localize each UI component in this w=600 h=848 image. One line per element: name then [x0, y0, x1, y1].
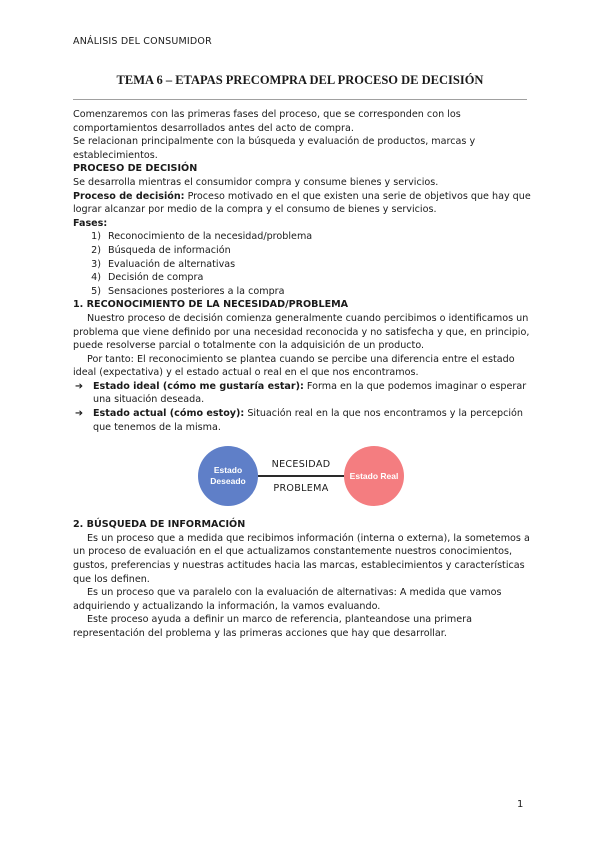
arrow-icon: ➔ [75, 380, 84, 392]
document-body [73, 108, 533, 641]
list-number: 4) [91, 272, 101, 284]
estado-ideal-text: Forma en la que podemos imaginar o esperar una situación deseada. [93, 380, 527, 406]
list-text: Búsqueda de información [108, 244, 231, 256]
page-number: 1 [517, 799, 524, 810]
section1-heading: 1. RECONOCIMIENTO DE LA NECESIDAD/PROBLEMA [73, 299, 349, 311]
estado-real-circle: Estado Real [344, 446, 404, 506]
section2-heading: 2. BÚSQUEDA DE INFORMACIÓN [73, 519, 246, 531]
proceso-line: Se desarrolla mientras el consumidor compra y consume bienes y servicios. [73, 176, 439, 188]
list-text: Decisión de compra [108, 272, 204, 284]
running-header: ANÁLISIS DEL CONSUMIDOR [73, 36, 212, 47]
list-number: 3) [91, 258, 101, 270]
arrow-icon: ➔ [75, 408, 84, 420]
list-text: Reconocimiento de la necesidad/problema [108, 231, 313, 243]
proceso-heading: PROCESO DE DECISIÓN [73, 163, 198, 175]
fases-list [73, 230, 533, 298]
list-number: 2) [91, 244, 101, 256]
list-item [73, 285, 533, 299]
necesidad-label: NECESIDAD [271, 459, 331, 471]
connector-line [258, 475, 344, 477]
list-number: 5) [91, 285, 101, 297]
estado-actual-text: Situación real en la que nos encontramos y la percepción que tenemos de la misma. [93, 408, 523, 433]
intro-paragraph-2: Se relacionan principalmente con la búsqueda y evaluación de productos, marcas y establecimientos. [73, 136, 476, 161]
list-item [73, 271, 533, 285]
need-diagram [73, 438, 533, 514]
list-number: 1) [91, 231, 101, 243]
proceso-definition [73, 190, 533, 217]
section2-paragraph-3: Este proceso ayuda a definir un marco de referencia, planteandose una primera representación del problema y las primeras acciones que hay que desarrollar. [73, 614, 472, 639]
estado-actual-label: Estado actual (cómo estoy): [93, 408, 245, 420]
estado-ideal-item [73, 380, 533, 407]
definition-text: Proceso motivado en el que existen una serie de objetivos que hay que lograr alcanzar por medio de la compra y el consumo de bienes y servicios. [73, 190, 531, 216]
estado-actual-item [73, 407, 533, 434]
intro-paragraph-1: Comenzaremos con las primeras fases del proceso, que se corresponden con los comportamientos desarrollados antes del acto de compra. [73, 109, 461, 134]
list-text: Evaluación de alternativas [108, 258, 236, 270]
list-item [73, 230, 533, 244]
estado-deseado-circle: Estado Deseado [198, 446, 258, 506]
problema-label: PROBLEMA [273, 483, 329, 495]
section2-paragraph-2: Es un proceso que va paralelo con la evaluación de alternativas: A medida que vamos adquiriendo y actualizando la información, la vamos evaluando. [73, 587, 502, 612]
section1-paragraph-2: Por tanto: El reconocimiento se plantea cuando se percibe una diferencia entre el estado ideal (expectativa) y el estado actual o real en el que nos encontramos. [73, 353, 515, 379]
definition-label: Proceso de decisión: [73, 190, 185, 202]
section2-paragraph-1: Es un proceso que a medida que recibimos información (interna o externa), la sometemos a un proceso de evaluación en el que actualizamos constantemente nuestros conocimientos, gustos, preferencias y nuestras actitudes hacia las marcas, establecimientos y características que los definen. [73, 532, 530, 585]
page-title: TEMA 6 – ETAPAS PRECOMPRA DEL PROCESO DE DECISIÓN [116, 73, 484, 87]
list-item [73, 258, 533, 272]
list-item [73, 244, 533, 258]
section1-paragraph-1: Nuestro proceso de decisión comienza generalmente cuando percibimos o identificamos un problema que viene definido por una necesidad reconocida y no satisfecha y que, en principio, puede resolverse parcial o totalmente con la adquisición de un producto. [73, 312, 530, 352]
title-divider [73, 99, 527, 100]
estado-ideal-label: Estado ideal (cómo me gustaría estar): [93, 380, 304, 392]
list-text: Sensaciones posteriores a la compra [108, 285, 285, 297]
fases-label: Fases: [73, 217, 108, 229]
